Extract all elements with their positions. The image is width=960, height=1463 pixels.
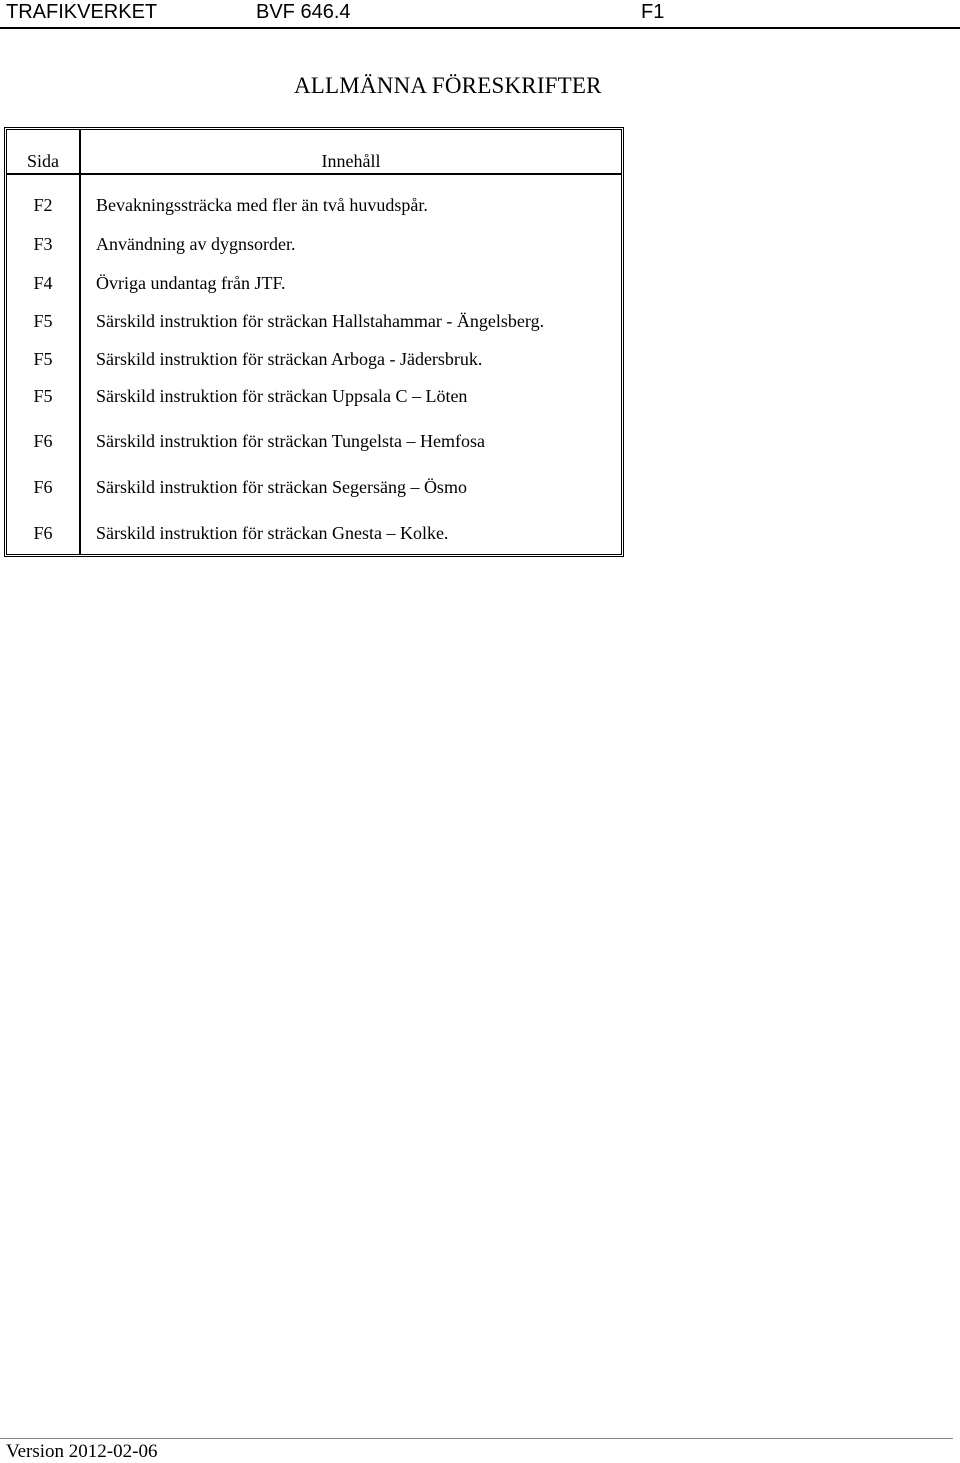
toc-row-text: Övriga undantag från JTF. (96, 273, 286, 293)
header-document-code: BVF 646.4 (256, 1, 351, 23)
toc-row-page: F4 (33, 273, 53, 293)
toc-row-page: F5 (33, 386, 53, 406)
toc-row-text: Särskild instruktion för sträckan Tungelsta – Hemfosa (96, 431, 485, 451)
column-divider (79, 130, 81, 554)
toc-row-text: Särskild instruktion för sträckan Segersäng – Ösmo (96, 477, 467, 497)
toc-row-text: Särskild instruktion för sträckan Hallstahammar - Ängelsberg. (96, 311, 545, 331)
toc-row-text: Särskild instruktion för sträckan Arboga - Jädersbruk. (96, 349, 483, 369)
column-header-page: Sida (26, 151, 59, 171)
toc-row-page: F6 (33, 477, 53, 497)
table-of-contents (4, 127, 624, 557)
header-page-label: F1 (641, 1, 665, 23)
footer-version: Version 2012-02-06 (6, 1441, 158, 1462)
column-header-content: Innehåll (321, 151, 381, 171)
toc-row-page: F3 (33, 234, 53, 254)
toc-row-page: F6 (33, 431, 53, 451)
toc-row-text: Bevakningssträcka med fler än två huvudspår. (96, 195, 428, 215)
page-title: ALLMÄNNA FÖRESKRIFTER (294, 73, 602, 98)
page-header (0, 0, 960, 29)
toc-row-text: Särskild instruktion för sträckan Uppsala C – Löten (96, 386, 468, 406)
toc-row-text: Användning av dygnsorder. (96, 234, 296, 254)
toc-row-page: F2 (33, 195, 53, 215)
toc-row-page: F5 (33, 311, 53, 331)
footer-divider (0, 1438, 953, 1439)
header-divider (7, 173, 621, 175)
toc-row-page: F6 (33, 523, 53, 543)
toc-row-page: F5 (33, 349, 53, 369)
header-organization: TRAFIKVERKET (6, 1, 158, 23)
toc-row-text: Särskild instruktion för sträckan Gnesta – Kolke. (96, 523, 449, 543)
